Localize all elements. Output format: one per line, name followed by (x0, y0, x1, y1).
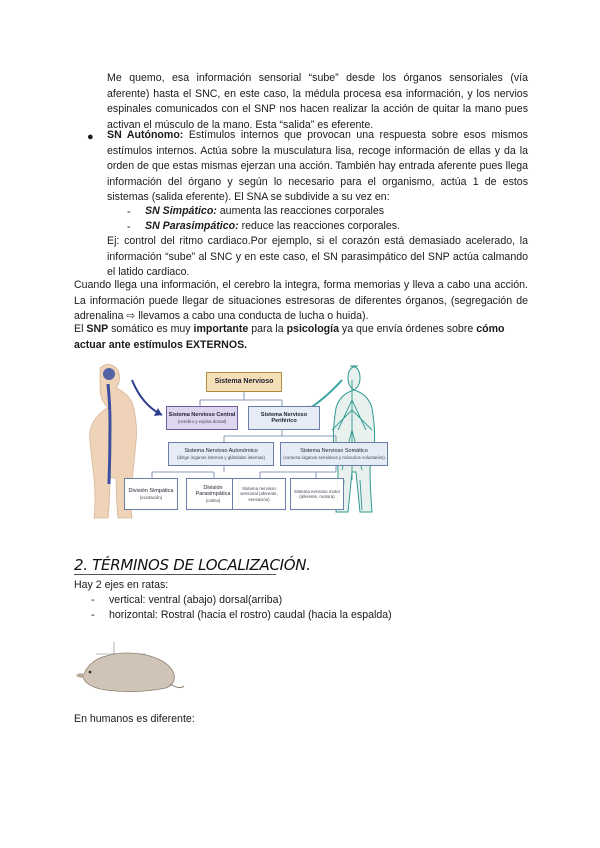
snp-text-2: somático es muy (108, 323, 194, 335)
intro-paragraph: Me quemo, esa información sensorial “sube” desde los órganos sensoriales (vía aferente) hasta el SNC, en este caso, la médula procesa esa información, y los nervios espinales comunicados con el SNP nos hacen realizar la acción de quitar la mano pues activan el músculo de la mano. Esta “salida” es eferente. (107, 72, 528, 131)
importante-bold: importante (193, 323, 249, 335)
snp-text-1: El (74, 323, 87, 335)
brain-paragraph: Cuando llega una información, el cerebro la integra, forma memorias y lleva a cabo una acción. La información puede llegar de situaciones estresoras de diferentes órganos, (segregación de adrenalina ⇨ llevamos a cabo una conducta de lucha o huida). (74, 279, 528, 323)
nervous-system-figure (72, 360, 390, 520)
dash-vertical: - (91, 594, 95, 606)
bullet-dot: ● (87, 131, 94, 143)
simpatico-title: SN Simpático: (145, 205, 217, 217)
box-parasympathetic: División Parasimpática (calma) (186, 478, 240, 510)
snp-bold: SNP (86, 323, 109, 335)
externos-bold: cómo actuar ante estímulos EXTERNOS. (74, 323, 505, 351)
section-heading: 2. TÉRMINOS DE LOCALIZACIÓN. (74, 556, 311, 574)
psicologia-bold: psicología (286, 323, 339, 335)
box-autonomic: Sistema Nervioso Autonómico (dirige órganos internos y glándulas internas) (168, 442, 274, 466)
axes-intro: Hay 2 ejes en ratas: (74, 579, 169, 591)
snp-text-4: ya que envía órdenes sobre (338, 323, 477, 335)
simpatico-item (145, 204, 525, 220)
box-motor: Sistema nervioso motor (aferente, motora) (290, 478, 344, 510)
parasimpatico-item (145, 219, 525, 235)
box-somatic: Sistema Nervioso Somático (conecta órganos sensitivos y músculos voluntarios) (280, 442, 388, 466)
simpatico-text: aumenta las reacciones corporales (219, 205, 385, 217)
axis-vertical: vertical: ventral (abajo) dorsal(arriba) (109, 594, 283, 606)
sna-text: Estímulos internos que provocan una respuesta sobre esos mismos estímulos internos. Actúa sobre la musculatura lisa, recoge información de ellas y da la orden de que estas mismas ejerzan una acción. También hay entrada aferente pues llega información del órgano y según lo necesario para el organismo, actúa 1 de estos sistemas (salida eferente). El SNA se subdivide a su vez en: (107, 129, 528, 204)
parasimpatico-title: SN Parasimpático: (145, 220, 239, 232)
example-paragraph: Ej: control del ritmo cardiaco.Por ejemplo, si el corazón está demasiado acelerado, la información “sube” al SNC y en este caso, el SN parasimpático del SNP actúa calmando el latido cardiaco. (107, 235, 528, 279)
box-sistema-nervioso: Sistema Nervioso (206, 372, 282, 392)
box-central: Sistema Nervioso Central (cerebro y espina dorsal) (166, 406, 238, 430)
dash-simpatico: - (127, 206, 131, 218)
parasimpatico-text: reduce las reacciones corporales. (241, 220, 400, 232)
box-peripheral: Sistema Nervioso Periférico (248, 406, 320, 430)
heading-underline (74, 574, 276, 575)
sna-paragraph (107, 128, 528, 206)
rat-illustration (74, 634, 186, 698)
dash-horizontal: - (91, 609, 95, 621)
box-sensory: Sistema nervioso sensorial (aferente, sensación) (232, 478, 286, 510)
axis-horizontal: horizontal: Rostral (hacia el rostro) caudal (hacia la espalda) (109, 609, 392, 621)
snp-text-3: para la (248, 323, 287, 335)
sna-title: SN Autónomo: (107, 129, 184, 141)
box-sympathetic: División Simpática (excitación) (124, 478, 178, 510)
snp-paragraph (74, 322, 530, 353)
dash-parasimpatico: - (127, 221, 131, 233)
humans-text: En humanos es diferente: (74, 713, 195, 725)
